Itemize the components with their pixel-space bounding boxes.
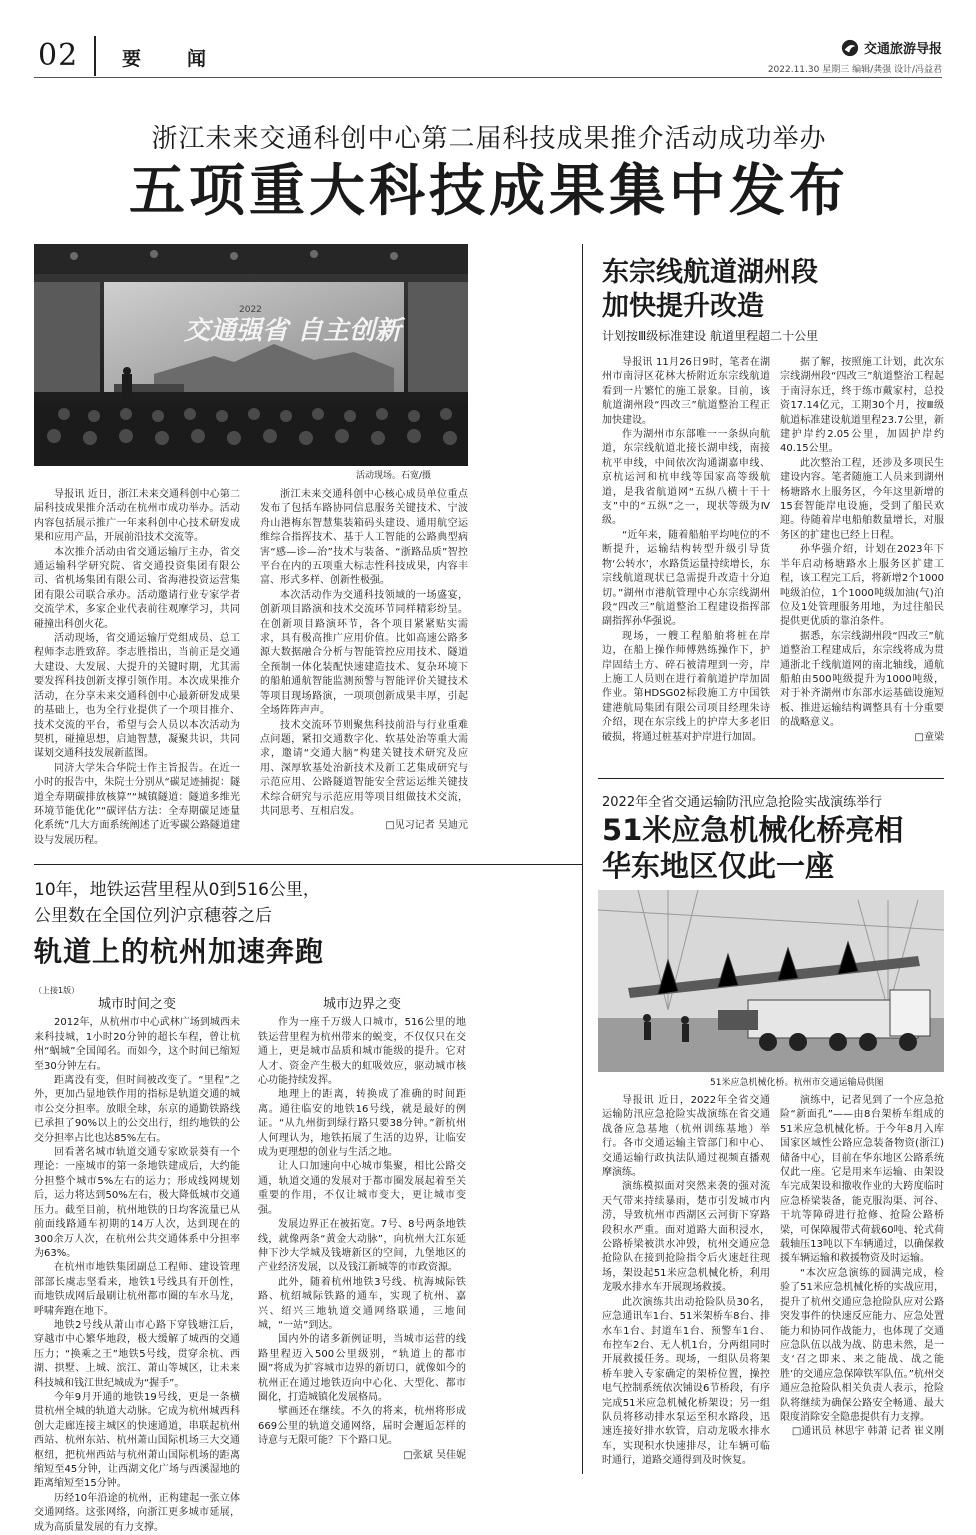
- paragraph: 让人口加速向中心城市集聚，相比公路交通，轨道交通的发展对于都市圈发展起着至关重要的作用，不仅让城市变大，更让城市变强。: [258, 1161, 466, 1216]
- metro-headline: 轨道上的杭州加速奔跑: [34, 935, 325, 968]
- event-photo-image: [34, 244, 468, 466]
- paragraph: 在杭州市地铁集团副总工程师、建设管理部部长虞志坚看来，地铁1号线具有开创性，而地铁成网后最刷让杭州都市圈的车水马龙，呼啸奔跑在地下。: [34, 1262, 240, 1317]
- paragraph: 导报讯 11月26日9时，笔者在湖州市南浔区花林大桥附近东宗线航道看到一片繁忙的施工景象。目前，该航道湖州段“四改三”航道整治工程正加快建设。: [602, 357, 770, 426]
- paragraph: 国内外的诸多新例证明，当城市运营的线路里程迈入500公里级别，“轨道上的都市圈”将成为扩容城市边界的新切口，就像如今的杭州正在通过地铁迈向中心化、大型化、都市圈化，打造城镇化发展格局。: [258, 1334, 466, 1403]
- metro-kicker-1: 10年，地铁运营里程从0到516公里，: [34, 880, 320, 900]
- page-number: 02: [38, 38, 79, 73]
- paper-name: 交通旅游导报: [863, 42, 942, 57]
- vertical-divider-lower: [582, 864, 583, 1474]
- metro-subhead-1: 城市时间之变: [97, 997, 176, 1012]
- metro-byline: □张斌 吴佳妮: [403, 1449, 466, 1461]
- paragraph: 作为一座千万级人口城市，516公里的地铁运营里程为杭州带来的蜕变，不仅仅只在交通上，更是城市品质和城市能级的提升。它对人才、资金产生极大的虹吸效应，驱动城市核心功能持续发挥。: [258, 1017, 466, 1087]
- east-line-headline-2: 加快提升改造: [602, 291, 764, 322]
- paragraph: 历经10年沿途的杭州，正构建起一张立体交通网络。这张网络，向浙江更多城市延展，成为高质量发展的有力支撑。: [34, 1492, 240, 1533]
- lead-body-col1: [34, 488, 240, 848]
- lead-byline: □见习记者 吴迪元: [385, 820, 468, 832]
- bridge-photo-caption: 51米应急机械化桥。杭州市交通运输局供图: [710, 1078, 884, 1088]
- lead-bottom-rule: [34, 864, 582, 865]
- header-divider: [94, 36, 96, 76]
- paragraph: 演练模拟面对突然来袭的强对流天气带来持续暴雨，楚市引发城市内涝，导致杭州市西湖区云河街下穿路段积水严重。面对道路大面积浸水，公路桥梁被洪水冲毁，杭州交通应急抢险队在接到抢险指令后火速赶往现场，架设起51米应急机械化桥，利用龙吸水排水车开展现场救援。: [602, 1181, 770, 1294]
- paper-logo-icon: [841, 39, 859, 57]
- bridge-photo: [598, 890, 944, 1072]
- paragraph: 今年9月开通的地铁19号线，更是一条横贯杭州全城的轨道大动脉。它成为杭州城西科创大走廊连接主城区的快速通道，串联起杭州西站、杭州东站、杭州萧山国际机场三大交通枢纽，把杭州西站与杭州萧山国际机场的距离缩短至45分钟，让西湖文化广场与西溪湿地的距离缩短至15分钟。: [34, 1391, 240, 1490]
- paragraph: 演练中，记者见到了一个应急抢险“新面孔”——由8台架桥车组成的51米应急机械化桥。于今年8月入库国家区域性公路应急装备物资(浙江)储备中心，目前在华东地区公路系统仅此一座。它是用来车运输、由架设车完成架设和撤收作业的大跨度临时应急桥梁装备，能克服沟渠、河谷、干坑等障碍进行抢修、抢险公路桥梁，可保障履带式荷载60吨、轮式荷载轴压13吨以下车辆通过，以确保救援车辆运输和救援物资及时运输。: [780, 1095, 944, 1265]
- section-title: 要闻: [122, 48, 253, 70]
- paragraph: 据了解，按照施工计划，此次东宗线湖州段“四改三”航道整治工程起于南浔东迁，终于练市戴家村，总投资17.14亿元，工期30个月，按Ⅲ级航道标准建设航道里程23.7公里，新建护岸约2.05公里，加固护岸约40.15公里。: [780, 357, 944, 455]
- metro-subhead-2: 城市边界之变: [322, 997, 401, 1012]
- lead-kicker: 浙江未来交通科创中心第二届科技成果推介活动成功举办: [151, 124, 827, 154]
- paragraph: 本次活动作为交通科技领域的一场盛宴，创新项目路演和技术交流环节同样精彩纷呈。在创新项目路演环节，各个项目紧紧贴实需求，具有极高推广应用价值。比如高速公路多源大数据融合分析与智能管控应用技术、隧道全预制一体化装配快速建造技术、复杂环境下的船舶通航智能监测预警与智能评价关键技术等项目现场路演，一项项创新成果丰厚，引起全场阵阵声声。: [260, 589, 468, 717]
- paragraph: “近年来，随着船舶平均吨位的不断提升，运输结构转型升级引导货物‘公转水’，水路货运量持续增长，东宗线航道现状已急需提升改造十分迫切。”湖州市港航管理中心东宗线湖州段“四改三”航道整治工程建设指挥部副指挥孙华强说。: [602, 529, 770, 628]
- issue-line: 2022.11.30 星期三 编辑/龚强 设计/冯益君: [767, 65, 942, 75]
- bridge-kicker: 2022年全省交通运输防汛应急抢险实战演练举行: [602, 795, 883, 810]
- continued-note: （上接1版）: [34, 986, 80, 995]
- paper-logo: [841, 38, 942, 57]
- bridge-col2: [780, 1094, 944, 1440]
- paragraph: 2012年，从杭州市中心武林广场到城西未来科技城，1小时20分钟的超长车程，曾让杭州“蜗城”全国闻名。而如今，这个时间已缩短至30分钟左右。: [34, 1017, 240, 1072]
- bridge-headline: [602, 812, 942, 884]
- metro-kicker: [34, 877, 468, 929]
- paragraph: 现场，一艘工程船舶将桩在岸边，在船上操作师傅熟练操作下，护岸固结土方、碎石被清理到一旁，岸上施工人员则在进行着航道护岸加固作业。第HDSG02标段施工方中国铁建港航局集团有限公司项目经理朱诗介绍，现在东宗线上的护岸大多老旧破损，将通过桩基对护岸进行加固。: [602, 630, 770, 743]
- paragraph: 此外，随着杭州地铁3号线、杭海城际铁路、杭绍城际铁路的通车，实现了杭州、嘉兴、绍兴三地轨道交通网络联通，三地间城，“一站”到达。: [258, 1276, 466, 1331]
- metro-kicker-2: 公里数在全国位列沪京穗蓉之后: [34, 906, 272, 926]
- paragraph: 活动现场，省交通运输厅党组成员、总工程师李志胜致辞。李志胜指出，当前正是交通大建设、大发展、大提升的关键时期，尤其需要发挥科技创新支撑引领作用。本次成果推介活动，在分享未来交通科创中心最新研发成果的基础上，也为全行业提供了一个项目推介、技术交流的平台，希望与会人员以本次活动为契机，碰撞思想，启迪智慧，凝聚共识，共同谋划交通科技发展新蓝图。: [34, 633, 240, 760]
- east-line-headline: [602, 256, 942, 324]
- paragraph: 距离没有变，但时间被改变了。“里程”之外，更加凸显地铁作用的指标是轨道交通的城市公交分担率。放眼全球，东京的通勤铁路线已承担了90%以上的公交出行，纽约地铁的公交分担率占比也达85%左右。: [34, 1075, 240, 1144]
- vertical-divider-upper: [582, 244, 583, 864]
- bridge-photo-image: [598, 890, 944, 1072]
- paragraph: 孙华强介绍，计划在2023年下半年启动杨塘路水上服务区扩建工程，该工程完工后，将新增2个1000吨级泊位，1个1000吨级加油(气)泊位及1处管理服务用地，为过往船民提供更优质的靠泊条件。: [780, 544, 944, 628]
- paragraph: “本次应急演练的圆满完成，检验了51米应急机械化桥的实战应用，提升了杭州交通应急抢险队应对公路突发事件的快速反应能力、应急处置能力和协同作战能力，也体现了交通应急队伍以战为战、防患未然，是一支‘召之即来、来之能战、战之能胜’的交通应急保障铁军队伍。”杭州交通应急抢险队相关负责人表示，抢险队将继续为确保公路安全畅通、最大限度消除安全隐患提供有力支撑。: [780, 1267, 944, 1423]
- lead-headline: 五项重大科技成果集中发布: [129, 159, 849, 224]
- paragraph: 此次整治工程，还涉及多项民生建设内容。笔者随施工人员来到湖州杨塘路水上服务区，今年这里新增的15套智能岸电设施，受到了船民欢迎。待随着岸电船舶数量增长，对服务区的扩建也已经上日程。: [780, 457, 944, 541]
- paragraph: 技术交流环节则聚焦科技前沿与行业重难点问题，紧扣交通数字化、软基处治等重大需求，邀请“交通大脑”构建关键技术研究及应用、深厚软基处治新技术及新工艺集成研究与示范应用、公路隧道智能安全营运运维关键技术综合研究与示范应用等项目组做技术交流，共同思考、互相启发。: [260, 719, 468, 817]
- bridge-col1: [602, 1094, 770, 1469]
- east-line-col2: [780, 356, 944, 745]
- event-photo: [34, 244, 468, 466]
- paragraph: 导报讯 近日，浙江未来交通科创中心第二届科技成果推介活动在杭州市成功举办。活动内容包括展示推广一年来科创中心技术研发成果和应用产品，开展前沿技术交流等。: [34, 489, 240, 544]
- paragraph: 地理上的距离，转换成了准确的时间距离。通往临安的地铁16号线，就是最好的例证。“从九州街到绿行路只要38分钟。”新杭州人何理认为，地铁拓展了生活的边界，让临安成为更理想的创业与生活之地。: [258, 1089, 466, 1159]
- east-line-col1: [602, 356, 770, 745]
- bridge-byline: □通讯员 林思宇 韩萧 记者 崔义刚: [791, 1426, 944, 1438]
- paragraph: 擘画还在继续。不久的将来，杭州将形成669公里的轨道交通网络，届时会邂逅怎样的诗意与无限可能？下个路口见。: [258, 1406, 466, 1447]
- paragraph: 此次演练共出动抢险队员30名，应急通讯车1台、51米架桥车8台、排水车1台、封道车1台、预警车1台、布控车2台、无人机1台，分两组同时开展救援任务。现场，一组队员将架桥车驶入专家确定的架桥位置，操控电气控制系统依次铺设6节桥段，有序完成51米应急机械化桥架设；另一组队员将移动排水泵运至积水路段，迅速连接好排水软管，启动龙吸水排水车，实现积水快速排尽，让车辆可临时通行，道路交通得到及时恢复。: [602, 1296, 770, 1467]
- photo-screen-year: 2022: [239, 305, 262, 315]
- east-line-subhead: 计划按Ⅲ级标准建设 航道里程超二十公里: [602, 329, 819, 343]
- paragraph: 回看著名城市轨道交通专家欧景葵有一个理论：一座城市的第一条地铁建成后，大约能分担整个城市5%左右的运力；形成线网规划后，运力将达到50%左右，极大降低城市交通压力。截至目前，杭州地铁的日均客流量已从前面线路通车初期的14万人次，达到现在的300余万人次，在杭州公共交通体系中分担率为63%。: [34, 1147, 240, 1259]
- metro-col1: [34, 996, 240, 1535]
- paragraph: 作为湖州市东部唯一一条纵向航道，东宗线航道北接长湖申线，南接杭平申线，中间依次沟通湖嘉申线、京杭运河和杭申线等国家高等级航道，是我省航道网“五纵八横十干十支”中的“五纵”之一，现状等级为Ⅳ级。: [602, 429, 770, 527]
- east-line-byline: □童梁: [914, 731, 944, 743]
- paragraph: 本次推介活动由省交通运输厅主办，省交通运输科学研究院、省交通投资集团有限公司、省机场集团有限公司、省海港投资运营集团有限公司联合承办。活动邀请行业专家学者交流学术，多家企业代表前往观摩学习，共同碰撞出科创火花。: [34, 546, 240, 630]
- east-line-headline-1: 东宗线航道湖州段: [602, 257, 818, 288]
- paragraph: 据悉，东宗线湖州段“四改三”航道整治工程建成后，东宗线将成为贯通浙北千线航道网的南北轴线，通航船舶由500吨级提升为1000吨级，对于补齐湖州市东部水运基础设施短板、推进运输结构调整具有十分重要的战略意义。: [780, 630, 944, 729]
- bridge-headline-2: 华东地区仅此一座: [602, 849, 835, 883]
- paragraph: 同济大学朱合华院士作主旨报告。在近一小时的报告中，朱院士分别从“碳足迹捕捉：隧道全寿期碳排放核算”“城镇隧道：隧道多维光环境节能优化”“碳评估方法：全寿期碳足迹量化系统”几大方面系统阐述了近零碳公路隧道建设与发展历程。: [34, 762, 240, 846]
- right-mid-rule: [598, 778, 944, 779]
- paragraph: 浙江未来交通科创中心核心成员单位重点发布了包括车路协同信息服务关键技术、宁波舟山港梅东智慧集装箱码头建设、通用航空运维综合指挥技术、基于人工智能的公路典型病害“感—诊—治”技术与装备、“浙路品质”智控平台在内的五项重大标志性科技成果，内容丰富、形式多样、创新性极强。: [260, 489, 468, 587]
- paragraph: 导报讯 近日，2022年全省交通运输防汛应急抢险实战演练在省交通战备应急基地（杭州训练基地）举行。各市交通运输主管部门和中心、交通运输行政执法队通过视频直播观摩演练。: [602, 1095, 770, 1179]
- metro-col2: [258, 996, 466, 1463]
- lead-body-col2: [260, 488, 468, 834]
- event-photo-caption: 活动现场。石宽/摄: [356, 471, 432, 481]
- photo-screen-title: 交通强省 自主创新: [184, 316, 402, 346]
- header-rule: [34, 77, 942, 78]
- paragraph: 地铁2号线从萧山市心路下穿钱塘江后，穿越市中心繁华地段，极大缓解了城西的交通压力；“换乘之王”地铁5号线，贯穿余杭、西湖、拱墅、上城、滨江、萧山等城区，让未来科技城和钱江世纪城成为“握手”。: [34, 1319, 240, 1389]
- bridge-headline-1: 51米应急机械化桥亮相: [602, 813, 904, 847]
- paragraph: 发展边界正在被拓宽。7号、8号两条地铁线，就像两条“黄金大动脉”，向杭州大江东延伸下沙大学城及钱塘新区的空间，九堡地区的产业经济发展，以及钱江新城等的市政资源。: [258, 1219, 466, 1274]
